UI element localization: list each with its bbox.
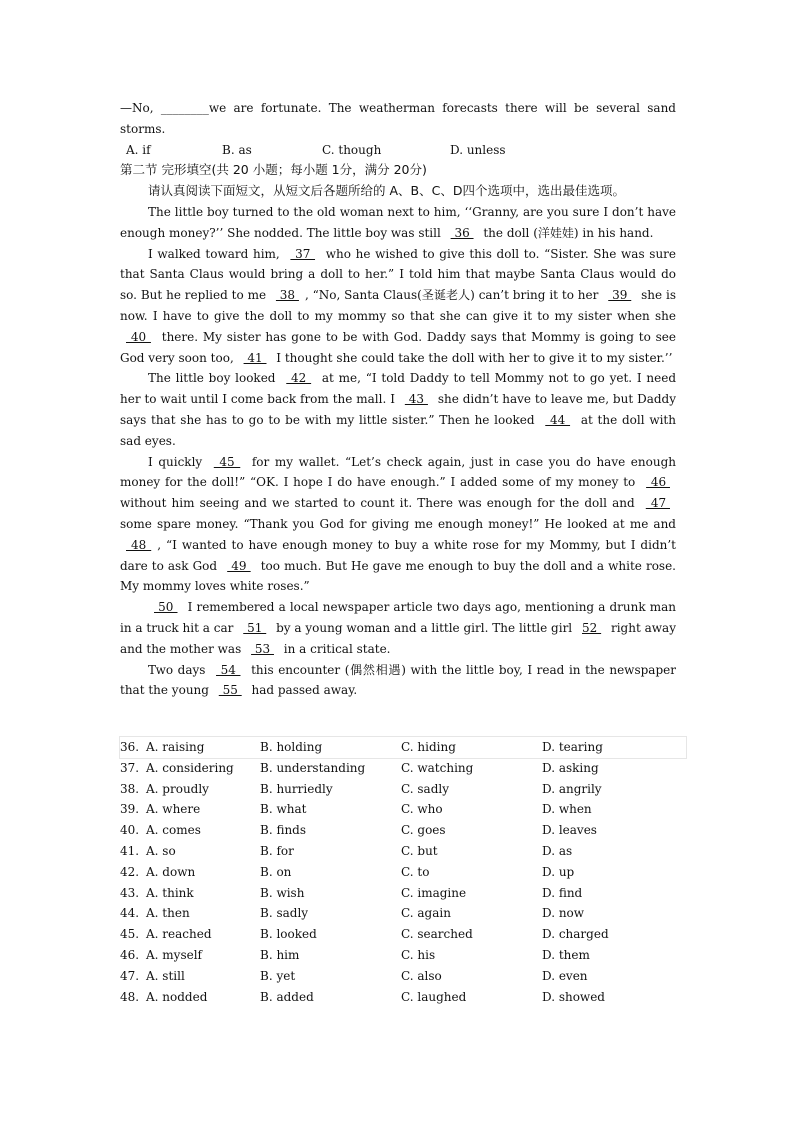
option-c: C. to — [401, 864, 430, 879]
passage-text: this encounter ( — [246, 662, 350, 677]
passage-text: ) with the little boy, I read in the newspaper that the young — [120, 662, 676, 698]
passage-text: had passed away. — [247, 683, 358, 698]
stem-blank: ________ — [160, 101, 209, 115]
passage-paragraph — [120, 202, 676, 244]
passage-text: she didn’t have to leave me, but Daddy says that she has to go to be with my little sister.” Then he looked — [120, 392, 676, 427]
passage-text: ) in his hand. — [573, 225, 654, 240]
option-c: C. also — [401, 968, 442, 983]
option-d: D. when — [542, 802, 592, 817]
cloze-blank: 46 — [646, 475, 670, 490]
answer-row — [120, 737, 686, 758]
stem-end: we are fortunate. The weatherman forecasts there will be several sand storms. — [120, 101, 676, 136]
section-instruction: 请认真阅读下面短文，从短文后各题所给的 A、B、C、D四个选项中，选出最佳选项。 — [148, 183, 625, 199]
passage-text: the doll ( — [479, 225, 538, 240]
question-number: 40. — [120, 823, 140, 838]
question-number: 43. — [120, 885, 140, 900]
option-d: D. tearing — [542, 740, 603, 754]
passage-text: I remembered a local newspaper article two days ago, mentioning a drunk man in a truck hit a car — [120, 600, 677, 635]
option-a: A. proudly — [146, 781, 209, 796]
cloze-blank: 47 — [645, 496, 670, 511]
option-d: D. showed — [542, 989, 605, 1004]
option-b: B. for — [260, 843, 294, 858]
document-body — [120, 98, 676, 701]
option-d: D. even — [542, 968, 588, 983]
passage-text: , “No, Santa Claus( — [304, 288, 422, 303]
option-b: B. what — [260, 802, 307, 817]
passage-paragraph — [120, 452, 676, 598]
answer-row — [120, 903, 686, 924]
answer-row — [120, 779, 686, 800]
option-a: A. raising — [146, 740, 205, 754]
passage-text: for my wallet. “Let’s check again, just in case you do have enough money for the doll!” “OK. I hope I do have enough.” I added some of my money to — [120, 454, 677, 490]
cloze-blank: 55 — [218, 683, 242, 698]
option-b: B. on — [260, 864, 292, 879]
option-c: C. sadly — [401, 781, 449, 796]
cloze-blank: 49 — [227, 558, 251, 573]
cloze-blank: 53 — [251, 641, 274, 656]
option-c: C. hiding — [401, 740, 456, 754]
answer-row — [120, 945, 686, 966]
option-b: B. sadly — [260, 906, 309, 921]
chinese-gloss: 洋娃娃 — [537, 225, 574, 240]
cloze-blank: 52 — [582, 620, 602, 635]
answer-row — [120, 820, 686, 841]
passage-text: who he wished to give this doll to. “Sister. She was sure that Santa Claus would bring a doll to her.” I told him that maybe Santa Claus would do so. But he replied to me — [120, 246, 677, 303]
option-a: A. if — [126, 142, 151, 157]
option-a: A. then — [146, 906, 190, 921]
question-number: 36. — [120, 740, 140, 754]
cloze-blank: 50 — [154, 600, 178, 615]
passage-text: The little boy looked — [148, 371, 281, 386]
passage-text: I thought she could take the doll with her to give it to my sister.’’ — [272, 350, 673, 365]
option-b: B. hurriedly — [260, 781, 333, 796]
previous-question-options — [120, 140, 676, 161]
question-number: 44. — [120, 906, 140, 921]
passage-paragraph — [120, 368, 676, 451]
passage-text: , “I wanted to have enough money to buy a white rose for my Mommy, but I didn’t dare to ask God — [120, 537, 676, 573]
option-d: D. find — [542, 885, 583, 900]
cloze-blank: 54 — [216, 662, 241, 677]
question-number: 46. — [120, 947, 140, 962]
option-b: B. him — [260, 947, 300, 962]
option-d: D. charged — [542, 927, 609, 942]
passage-text: some spare money. “Thank you God for giving me enough money!” He looked at me and — [120, 516, 676, 531]
cloze-blank: 42 — [286, 371, 312, 386]
question-number: 48. — [120, 989, 140, 1004]
question-number: 47. — [120, 968, 140, 983]
passage-text: right away and the mother was — [120, 620, 676, 656]
cloze-blank: 37 — [290, 246, 316, 261]
option-b: B. looked — [260, 927, 317, 942]
cloze-blank: 51 — [243, 620, 267, 635]
option-d: D. them — [542, 947, 590, 962]
answer-row — [120, 799, 686, 820]
option-d: D. as — [542, 843, 573, 858]
option-c: C. searched — [401, 927, 473, 942]
cloze-blank: 43 — [404, 392, 428, 407]
option-d: D. now — [542, 906, 585, 921]
option-a: A. reached — [146, 927, 212, 942]
option-b: B. as — [222, 142, 252, 157]
passage-text: Two days — [148, 662, 211, 677]
option-b: B. wish — [260, 885, 305, 900]
option-d: D. unless — [450, 142, 506, 157]
answer-row — [120, 862, 686, 883]
cloze-blank: 44 — [545, 412, 571, 427]
cloze-blank: 36 — [450, 225, 474, 240]
option-a: A. where — [146, 802, 201, 817]
answer-row — [120, 966, 686, 987]
option-a: A. so — [146, 843, 176, 858]
option-c: C. again — [401, 906, 451, 921]
answer-row — [120, 758, 686, 779]
option-c: C. his — [401, 947, 436, 962]
passage-paragraph — [120, 597, 676, 659]
option-c: C. though — [322, 142, 382, 157]
option-b: B. added — [260, 989, 314, 1004]
passage-text: The little boy turned to the old woman next to him, ‘‘Granny, are you sure I don’t have enough money?’’ She nodded. The little boy was still — [120, 204, 676, 240]
stem-start: —No, — [120, 101, 161, 115]
question-number: 39. — [120, 802, 140, 817]
cloze-blank: 45 — [213, 454, 241, 469]
question-number: 42. — [120, 864, 140, 879]
previous-question-stem — [120, 98, 676, 140]
option-a: A. considering — [146, 760, 234, 775]
question-number: 41. — [120, 843, 140, 858]
passage-paragraph — [120, 660, 676, 702]
cloze-blank: 38 — [275, 288, 299, 303]
section-heading: 第二节 完形填空(共 20 小题；每小题 1分，满分 20分) — [120, 162, 427, 178]
option-d: D. angrily — [542, 781, 602, 796]
option-b: B. finds — [260, 823, 307, 838]
cloze-blank: 48 — [126, 537, 152, 552]
chinese-gloss: 偶然相遇 — [349, 662, 402, 677]
cloze-blank: 40 — [126, 329, 151, 344]
option-d: D. up — [542, 864, 575, 879]
option-c: C. goes — [401, 823, 446, 838]
cloze-blank: 41 — [243, 350, 267, 365]
passage-paragraph — [120, 244, 676, 369]
passage-text: too much. But He gave me enough to buy the doll and a white rose. My mommy loves white roses.” — [120, 558, 676, 594]
passage-text: I walked toward him, — [148, 246, 285, 261]
answer-row — [120, 924, 686, 945]
answer-row — [120, 987, 686, 1008]
option-d: D. leaves — [542, 823, 597, 838]
passage-text: without him seeing and we started to count it. There was enough for the doll and — [120, 496, 640, 511]
option-a: A. down — [146, 864, 196, 879]
option-c: C. imagine — [401, 885, 467, 900]
answer-row — [120, 841, 686, 862]
option-b: B. yet — [260, 968, 296, 983]
option-d: D. asking — [542, 760, 599, 775]
question-number: 45. — [120, 927, 140, 942]
option-b: B. holding — [260, 740, 323, 754]
cloze-blank: 39 — [608, 288, 632, 303]
question-number: 37. — [120, 760, 140, 775]
passage-text: by a young woman and a little girl. The little girl — [272, 620, 576, 635]
passage-text: in a critical state. — [279, 641, 391, 656]
option-a: A. think — [146, 885, 194, 900]
answer-row — [120, 883, 686, 904]
option-a: A. comes — [146, 823, 201, 838]
option-a: A. myself — [146, 947, 202, 962]
question-number: 38. — [120, 781, 140, 796]
passage-text: ) can’t bring it to her — [470, 288, 603, 303]
option-a: A. nodded — [146, 989, 208, 1004]
option-a: A. still — [146, 968, 185, 983]
answer-options-list — [120, 737, 686, 1007]
option-c: C. watching — [401, 760, 474, 775]
option-c: C. who — [401, 802, 443, 817]
passage-text: there. My sister has gone to be with God. Daddy says that Mommy is going to see God very soon too, — [120, 329, 676, 365]
chinese-gloss: 圣诞老人 — [421, 288, 471, 303]
option-c: C. but — [401, 843, 438, 858]
option-c: C. laughed — [401, 989, 467, 1004]
passage-text: I quickly — [148, 454, 208, 469]
passage-text: she is now. I have to give the doll to my mommy so that she can give it to my sister when she — [120, 288, 676, 323]
option-b: B. understanding — [260, 760, 366, 775]
passage-text: at me, “I told Daddy to tell Mommy not to go yet. I need her to wait until I come back from the mall. I — [120, 371, 676, 407]
passage-text: at the doll with sad eyes. — [120, 412, 676, 448]
